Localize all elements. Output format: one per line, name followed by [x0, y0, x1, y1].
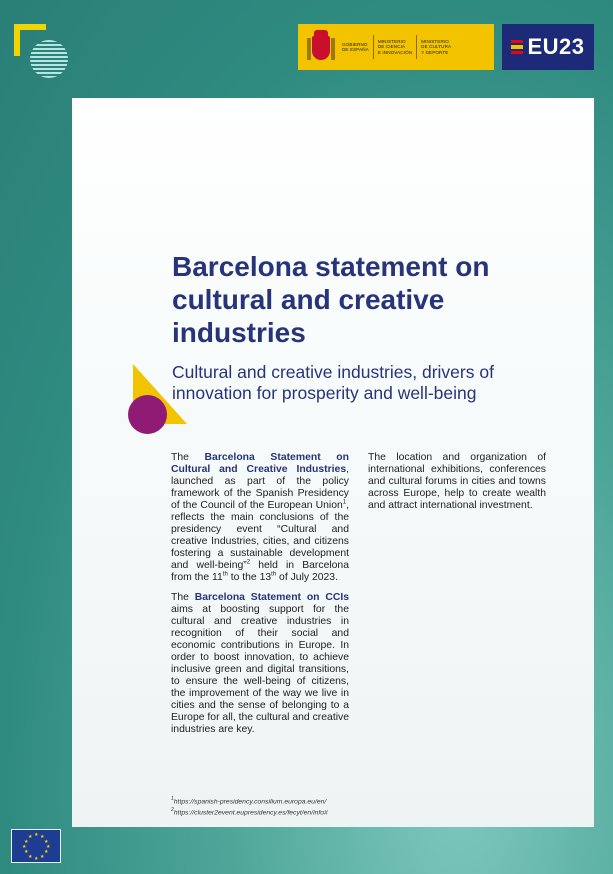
footnote-1-link[interactable]: https://spanish-presidency.consilium.europa.eu/en/ — [173, 798, 327, 806]
eu23-stripes-icon — [511, 40, 523, 55]
eu-flag-icon: ★ ★ ★ ★ ★ ★ ★ ★ ★ ★ ★ ★ — [11, 829, 61, 863]
footnote-ref-1: 1 — [342, 499, 347, 506]
eu23-logo-text: EU23 — [527, 34, 585, 59]
government-of-spain-logo — [298, 24, 494, 70]
statement-ccis-highlight: Barcelona Statement on CCIs — [194, 592, 349, 603]
footnote-2: $^2$https://cluster2event.eupresidency.es/fecyt/en/info# — [171, 807, 328, 817]
gov-logo-text-government: GOBIERNO DE ESPAÑA — [342, 41, 369, 52]
paragraph-location: The location and organization of international exhibitions, conferences and cultural forums in cities and towns across Europe, help to create wealth and attract international investment. — [368, 452, 546, 511]
striped-circle-decoration — [30, 40, 68, 78]
footnote-ref-2: 2 — [246, 559, 251, 566]
footnote-2-link[interactable]: https://cluster2event.eupresidency.es/fecyt/en/info# — [173, 809, 328, 817]
paragraph-aims: The Barcelona Statement on CCIs aims at boosting support for the cultural and creative industries in recognition of their social and economic contributions in Europe. In order to boost innovation, to achieve inclusive green and digital transitions, to ensure the well-being of citizens, the improvement of the way we live in cities and the sense of belonging to a Europe for all, the cultural and creative industries are key. — [171, 592, 349, 735]
statement-name-highlight: Barcelona Statement on Cultural and Creative Industries — [171, 452, 349, 475]
paragraph-intro: The Barcelona Statement on Cultural and Creative Industries, launched as part of the policy framework of the Spanish Presidency of the Council of the European Union$^1$, reflects the main conclusions of the presidency event “Cultural and creative Industries, cities, and citizens fostering a sustainable development and well-being”$^2$ held in Barcelona from the 11th to the 13th of July 2023. — [171, 452, 349, 583]
text-column-left — [171, 452, 349, 744]
purple-circle-decoration — [128, 395, 167, 434]
document-title: Barcelona statement on cultural and creative industries — [172, 251, 490, 348]
gov-logo-text-science: MINISTERIO DE CIENCIA E INNOVACIÓN — [373, 35, 416, 59]
spain-coat-of-arms-icon — [306, 30, 336, 64]
footnotes — [171, 795, 328, 818]
gov-logo-text-culture: MINISTERIO DE CULTURA Y DEPORTE — [416, 35, 455, 59]
text-column-right — [368, 452, 546, 520]
eu23-presidency-logo — [502, 24, 594, 70]
document-subtitle: Cultural and creative industries, drivers of innovation for prosperity and well-being — [172, 362, 494, 403]
footnote-1: $^1$https://spanish-presidency.consilium.europa.eu/en/ — [171, 796, 327, 806]
